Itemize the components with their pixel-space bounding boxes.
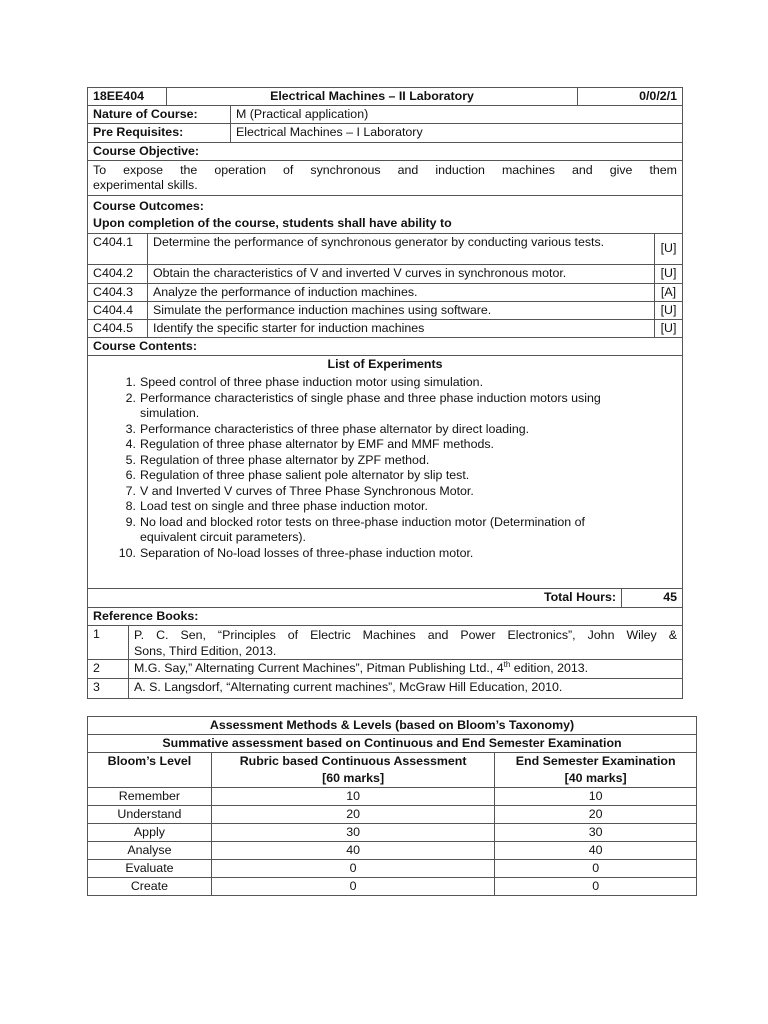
references-label: Reference Books: <box>93 609 199 623</box>
experiment-text: Regulation of three phase alternator by ZPF method. <box>140 452 430 467</box>
bloom-level: Remember <box>88 788 212 806</box>
objective-text <box>88 161 682 195</box>
outcome-row <box>88 234 682 265</box>
bloom-level: Understand <box>88 806 212 824</box>
bloom-level: Apply <box>88 824 212 842</box>
experiments-title: List of Experiments <box>327 357 443 371</box>
total-hours-row <box>88 589 682 608</box>
objective-label-row <box>88 143 682 161</box>
course-header-row <box>88 88 682 106</box>
outcome-level: [U] <box>654 234 682 264</box>
reference-text-line-1: P. C. Sen, “Principles of Electric Machines and Power Electronics”, John Wiley & <box>134 628 677 642</box>
bloom-level: Analyse <box>88 842 212 860</box>
outcome-code: C404.2 <box>93 266 133 280</box>
assessment-table <box>87 716 697 896</box>
outcomes-label <box>88 196 682 233</box>
experiment-number: 10. <box>118 545 136 560</box>
cia-marks: 40 <box>211 842 494 860</box>
outcome-text: Analyze the performance of induction machines. <box>147 284 654 301</box>
experiment-text-continued: equivalent circuit parameters). <box>140 530 306 544</box>
assessment-row <box>88 842 697 860</box>
outcomes-heading: Course Outcomes: <box>93 199 204 213</box>
assessment-row <box>88 788 697 806</box>
experiment-number: 6. <box>125 468 136 482</box>
experiment-text: Speed control of three phase induction motor using simulation. <box>140 375 484 389</box>
ese-header-line-2: [40 marks] <box>564 771 627 785</box>
reference-number: 3 <box>93 680 100 694</box>
experiment-text-continued: simulation. <box>140 406 200 420</box>
assessment-row <box>88 824 697 842</box>
reference-text-superscript: th <box>503 660 511 669</box>
reference-row <box>88 660 682 679</box>
assessment-subtitle: Summative assessment based on Continuous and End Semester Examination <box>88 735 697 753</box>
reference-row <box>88 626 682 660</box>
experiment-number: 8. <box>125 499 136 513</box>
total-hours-value: 45 <box>621 589 682 607</box>
assessment-row <box>88 860 697 878</box>
ese-marks: 0 <box>495 860 697 878</box>
reference-text: A. S. Langsdorf, “Alternating current machines”, McGraw Hill Education, 2010. <box>128 679 682 698</box>
nature-row <box>88 106 682 124</box>
experiments-block <box>88 356 682 589</box>
outcome-code: C404.3 <box>93 285 133 299</box>
ese-marks: 0 <box>495 878 697 896</box>
ese-marks: 30 <box>495 824 697 842</box>
outcome-code: C404.5 <box>93 321 133 335</box>
outcome-level: [U] <box>654 302 682 319</box>
prereq-row <box>88 124 682 143</box>
outcome-code: C404.4 <box>93 303 133 317</box>
assessment-title-row <box>88 717 697 735</box>
outcome-row <box>88 302 682 320</box>
cia-marks: 10 <box>211 788 494 806</box>
experiment-text: Regulation of three phase alternator by EMF and MMF methods. <box>140 437 494 451</box>
reference-text <box>128 660 682 678</box>
cia-marks: 20 <box>211 806 494 824</box>
experiment-text: Performance characteristics of single phase and three phase induction motors using <box>140 390 601 405</box>
prereq-value: Electrical Machines – I Laboratory <box>230 124 682 142</box>
reference-row <box>88 679 682 698</box>
ese-marks: 10 <box>495 788 697 806</box>
course-ltpc: 0/0/2/1 <box>577 88 682 105</box>
assessment-title: Assessment Methods & Levels (based on Bloom’s Taxonomy) <box>88 717 697 735</box>
course-title: Electrical Machines – II Laboratory <box>166 88 577 105</box>
experiment-text: Separation of No-load losses of three-phase induction motor. <box>140 545 474 560</box>
assessment-header-row <box>88 753 697 788</box>
experiment-text: No load and blocked rotor tests on three-phase induction motor (Determination of <box>140 514 585 529</box>
contents-label: Course Contents: <box>93 339 197 353</box>
assessment-row <box>88 878 697 896</box>
outcome-level: [U] <box>654 320 682 337</box>
nature-value: M (Practical application) <box>230 106 682 123</box>
contents-label-row <box>88 338 682 356</box>
experiment-text: Load test on single and three phase induction motor. <box>140 499 428 513</box>
outcomes-label-row <box>88 196 682 234</box>
outcome-text: Identify the specific starter for induction machines <box>147 320 654 337</box>
experiment-number: 2. <box>125 390 136 405</box>
experiment-number: 9. <box>125 514 136 529</box>
ese-header-line-1: End Semester Examination <box>515 754 676 768</box>
outcome-text: Determine the performance of synchronous generator by conducting various tests. <box>147 234 654 264</box>
outcome-text: Simulate the performance induction machines using software. <box>147 302 654 319</box>
outcome-level: [U] <box>654 265 682 283</box>
ese-marks: 20 <box>495 806 697 824</box>
references-label-row <box>88 608 682 626</box>
reference-text-main: M.G. Say,” Alternating Current Machines”, Pitman Publishing Ltd., 4 <box>134 661 504 675</box>
experiment-text: V and Inverted V curves of Three Phase Synchronous Motor. <box>140 483 474 498</box>
experiment-number: 7. <box>125 483 136 498</box>
reference-text-tail: edition, 2013. <box>510 661 589 675</box>
cia-marks: 0 <box>211 878 494 896</box>
outcome-text: Obtain the characteristics of V and inverted V curves in synchronous motor. <box>147 265 654 283</box>
cia-marks: 30 <box>211 824 494 842</box>
reference-number: 1 <box>93 627 100 641</box>
reference-text-line-2: Sons, Third Edition, 2013. <box>134 644 277 658</box>
outcome-row <box>88 284 682 302</box>
objective-row <box>88 161 682 196</box>
outcome-row <box>88 320 682 338</box>
experiment-text: Performance characteristics of three phase alternator by direct loading. <box>140 421 530 436</box>
experiment-number: 4. <box>125 437 136 451</box>
experiment-number: 3. <box>125 421 136 436</box>
outcomes-intro: Upon completion of the course, students shall have ability to <box>93 216 452 230</box>
ese-marks: 40 <box>495 842 697 860</box>
bloom-level: Create <box>88 878 212 896</box>
cia-header <box>211 753 494 788</box>
ese-header <box>495 753 697 788</box>
assessment-subtitle-row <box>88 735 697 753</box>
reference-number: 2 <box>93 661 100 675</box>
experiment-number: 1. <box>125 375 136 389</box>
course-code: 18EE404 <box>93 89 144 103</box>
outcome-level: [A] <box>654 284 682 301</box>
total-hours-label: Total Hours: <box>543 590 616 604</box>
reference-text <box>128 626 682 659</box>
bloom-level-header: Bloom’s Level <box>88 753 212 788</box>
nature-label: Nature of Course: <box>93 107 198 121</box>
syllabus-table <box>87 87 683 699</box>
cia-header-line-1: Rubric based Continuous Assessment <box>239 754 467 768</box>
outcome-row <box>88 265 682 284</box>
bloom-level: Evaluate <box>88 860 212 878</box>
experiment-text: Regulation of three phase salient pole alternator by slip test. <box>140 468 470 482</box>
cia-header-line-2: [60 marks] <box>322 771 385 785</box>
objective-line-1: To expose the operation of synchronous and induction machines and give them <box>93 163 677 177</box>
cia-marks: 0 <box>211 860 494 878</box>
outcome-code: C404.1 <box>93 235 133 249</box>
objective-label: Course Objective: <box>93 144 200 158</box>
objective-line-2: experimental skills. <box>93 178 198 192</box>
prereq-label: Pre Requisites: <box>93 125 184 139</box>
experiment-number: 5. <box>125 452 136 467</box>
assessment-row <box>88 806 697 824</box>
